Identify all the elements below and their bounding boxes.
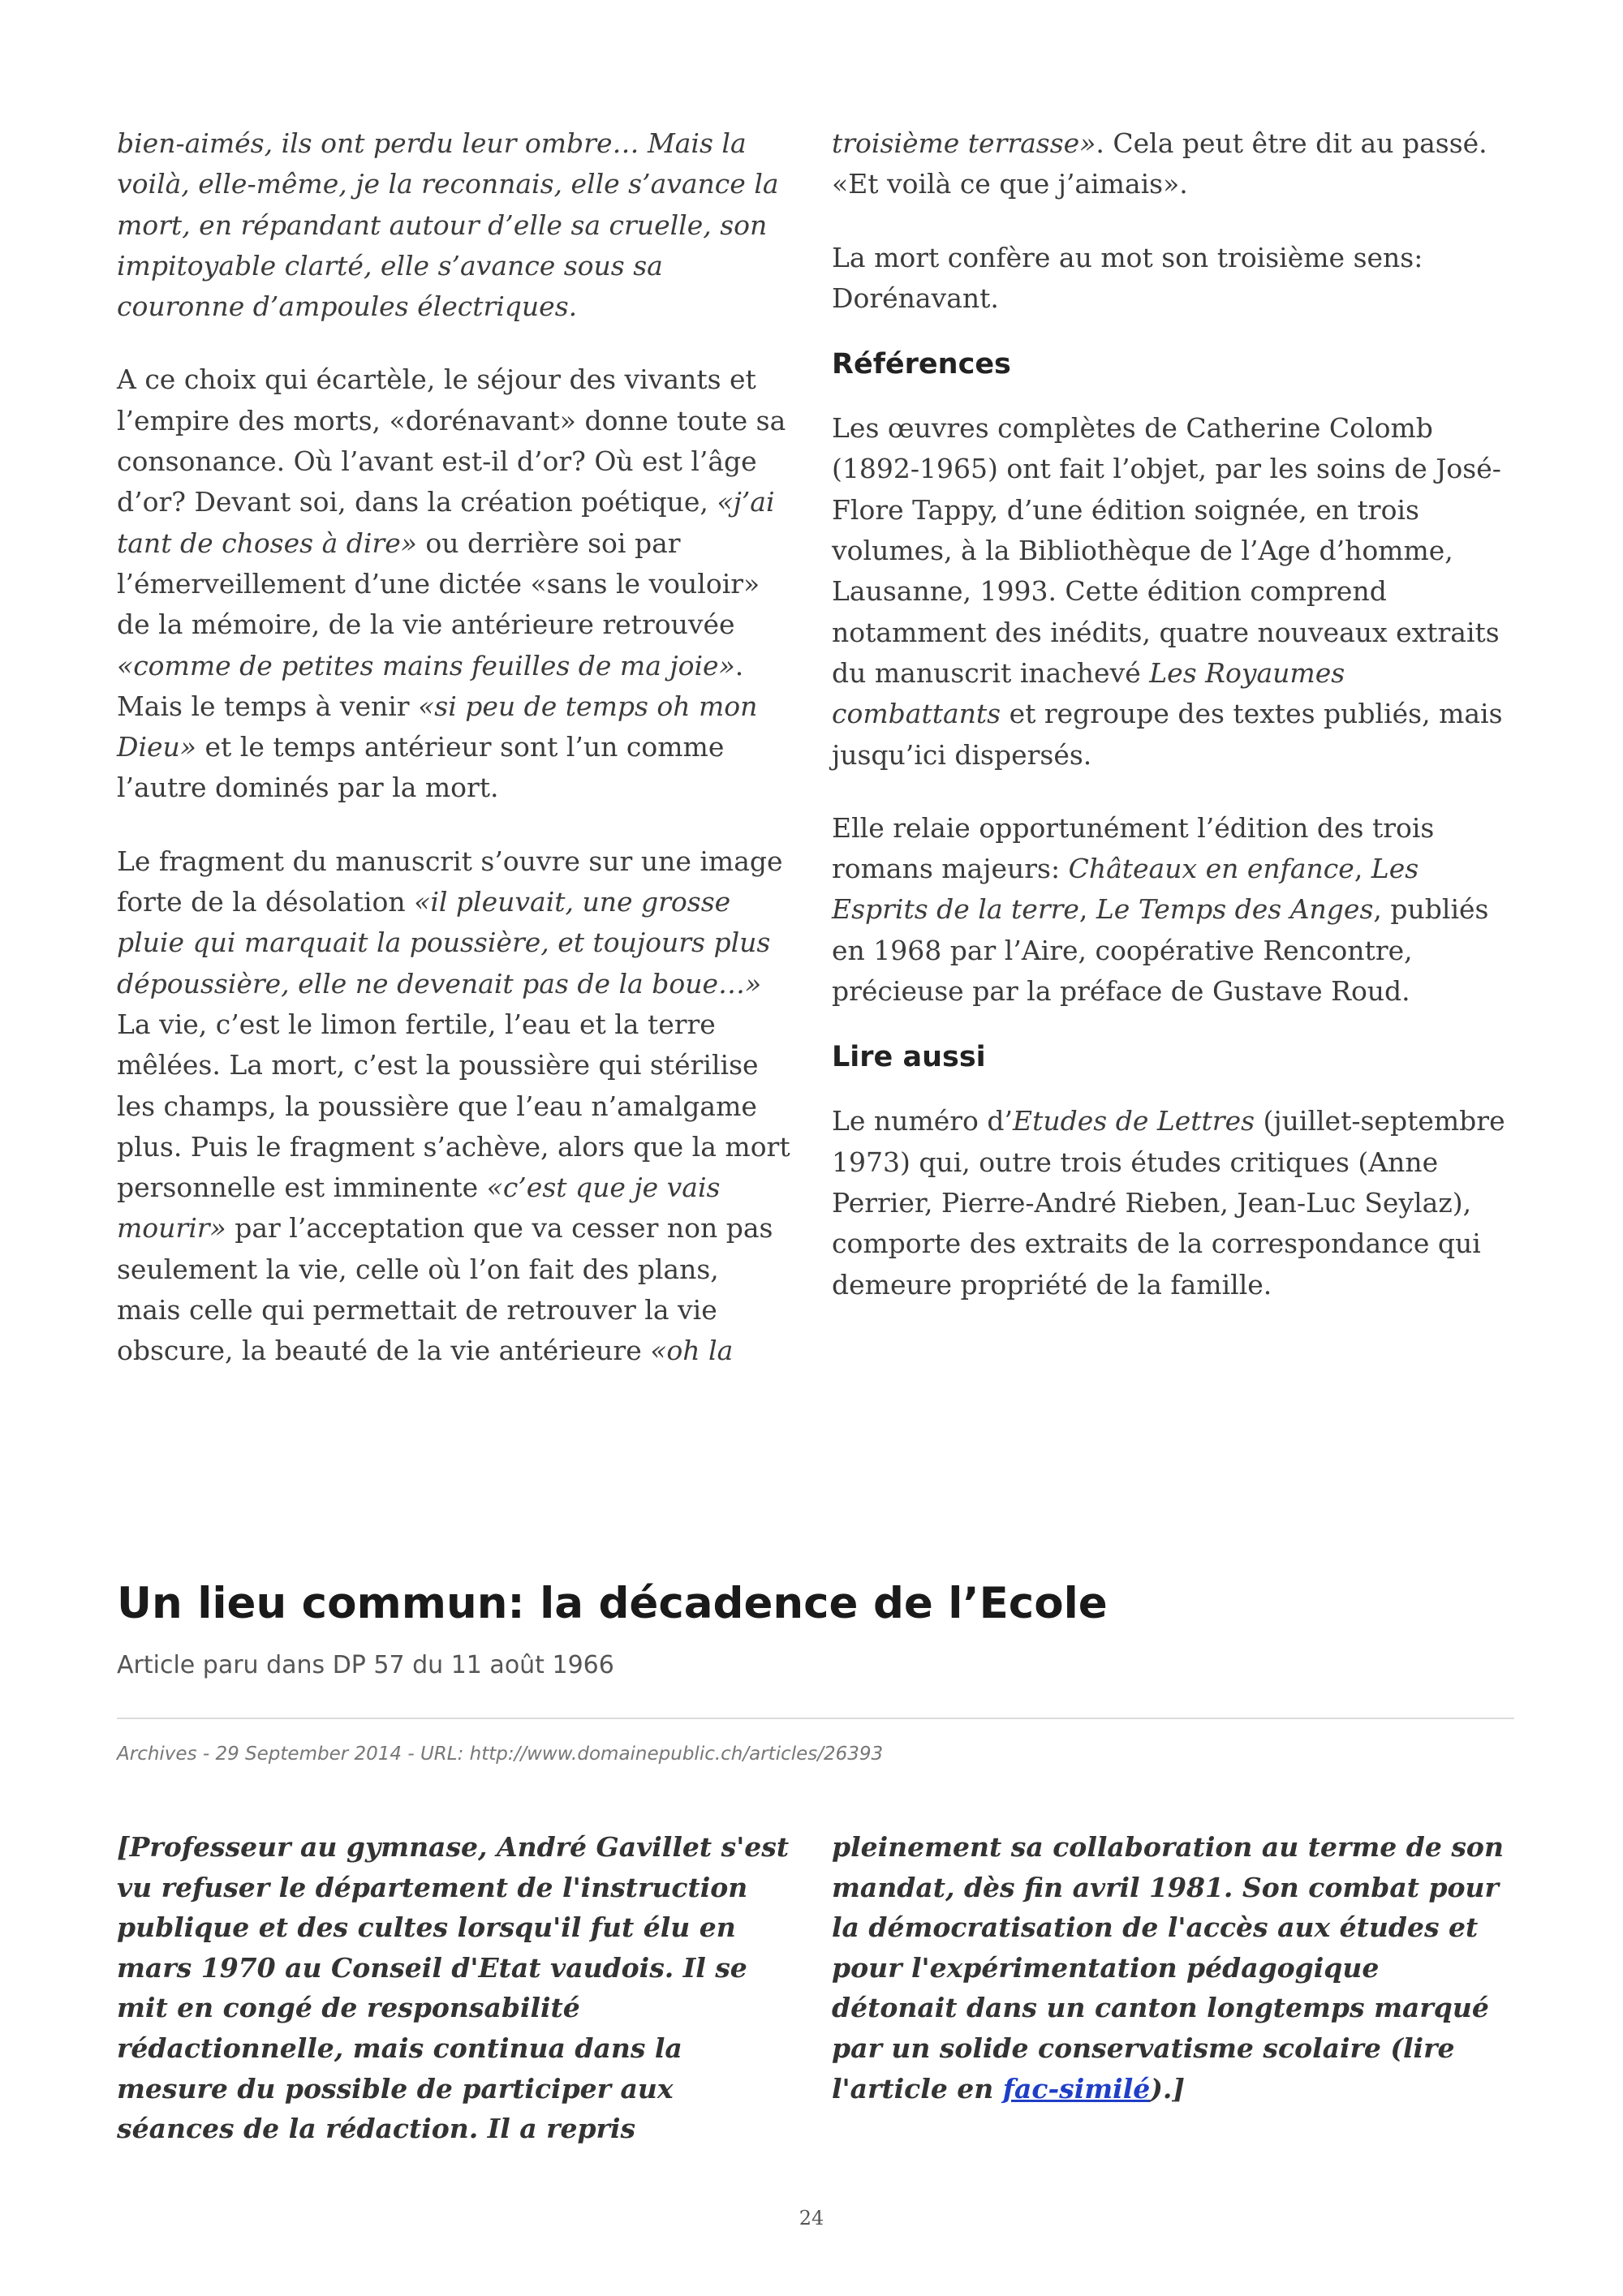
paragraph-romans: Elle relaie opportunément l’édition des trois romans majeurs: Châteaux en enfance, Les Esprits de la terre, Le Temps des Anges, publiés en 1968 par l’Aire, coopérative Rencontre, précieuse par la préface de Gustave Roud.	[832, 811, 1489, 1008]
paragraph-dorenavant: A ce choix qui écartèle, le séjour des vivants et l’empire des morts, «dorénavant» donne toute sa consonance. Où l’avant est-il d’or? Où est l’âge d’or? Devant soi, dans la création poétique, «j’ai tant de choses à dire» ou derrière soi par l’émerveillement d’une dictée «sans le vouloir» de la mémoire, de la vie antérieure retrouvée «comme de petites mains feuilles de ma joie». Mais le temps à venir «si peu de temps oh mon Dieu» et le temps antérieur sont l’un comme l’autre dominés par la mort.	[117, 363, 786, 804]
paragraph-lire-aussi: Le numéro d’Etudes de Lettres (juillet-septembre 1973) qui, outre trois études critiques (Anne Perrier, Pierre-André Rieben, Jean-Luc Seylaz), comporte des extraits de la correspondance qui demeure propriété de la famille.	[832, 1105, 1505, 1301]
divider	[117, 1718, 1514, 1719]
paragraph-troisieme-sens: La mort confère au mot son troisième sens: Dorénavant.	[832, 241, 1423, 314]
references-heading: Références	[832, 348, 1011, 381]
italic-quote: bien-aimés, ils ont perdu leur ombre… Mais la voilà, elle-même, je la reconnais, elle s’avance la mort, en répandant autour d’elle sa cruelle, son impitoyable clarté, elle s’avance sous sa couronne d’ampoules électriques.	[117, 127, 779, 323]
left-text-column	[117, 123, 790, 1372]
lire-aussi-heading: Lire aussi	[832, 1041, 986, 1074]
article-intro-right: pleinement sa collaboration au terme de son mandat, dès fin avril 1981. Son combat pour la démocratisation de l'accès aux études et pour l'expérimentation pédagogique détonait dans un canton longtemps marqué par un solide conservatisme scolaire (lire l'article en fac-similé).]	[832, 1831, 1504, 2105]
archive-meta-line: Archives - 29 September 2014 - URL: http://www.domainepublic.ch/articles/26393	[117, 1743, 884, 1765]
paragraph-references: Les œuvres complètes de Catherine Colomb (1892-1965) ont fait l’objet, par les soins de José-Flore Tappy, d’une édition soignée, en trois volumes, à la Bibliothèque de l’Age d’homme, Lausanne, 1993. Cette édition comprend notamment des inédits, quatre nouveaux extraits du manuscrit inachevé Les Royaumes combattants et regroupe des textes publiés, mais jusqu’ici dispersés.	[832, 412, 1503, 771]
paragraph-fragment: Le fragment du manuscrit s’ouvre sur une image forte de la désolation «il pleuvait, une grosse pluie qui marquait la poussière, et toujours plus dépoussière, elle ne devenait pas de la boue…» La vie, c’est le limon fertile, l’eau et la terre mêlées. La mort, c’est la poussière qui stérilise les champs, la poussière que l’eau n’amalgame plus. Puis le fragment s’achève, alors que la mort personnelle est imminente «c’est que je vais mourir» par l’acceptation que va cesser non pas seulement la vie, celle où l’on fait des plans, mais celle qui permettait de retrouver la vie obscure, la beauté de la vie antérieure «oh la	[117, 845, 790, 1367]
paragraph-terrasse: troisième terrasse». Cela peut être dit au passé. «Et voilà ce que j’aimais».	[832, 127, 1487, 200]
page-number: 24	[799, 2207, 824, 2229]
fac-simile-link[interactable]: fac-similé	[1002, 2072, 1151, 2105]
article-intro-left: [Professeur au gymnase, André Gavillet s'est vu refuser le département de l'instruction publique et des cultes lorsqu'il fut élu en mars 1970 au Conseil d'Etat vaudois. Il se mit en congé de responsabilité rédactionnelle, mais continua dans la mesure du possible de participer aux séances de la rédaction. Il a repris	[117, 1831, 790, 2145]
paragraph-quote	[117, 123, 790, 327]
article-subtitle: Article paru dans DP 57 du 11 août 1966	[117, 1651, 614, 1679]
right-text-column	[832, 123, 1522, 1305]
article-title: Un lieu commun: la décadence de l’Ecole	[117, 1579, 1108, 1628]
